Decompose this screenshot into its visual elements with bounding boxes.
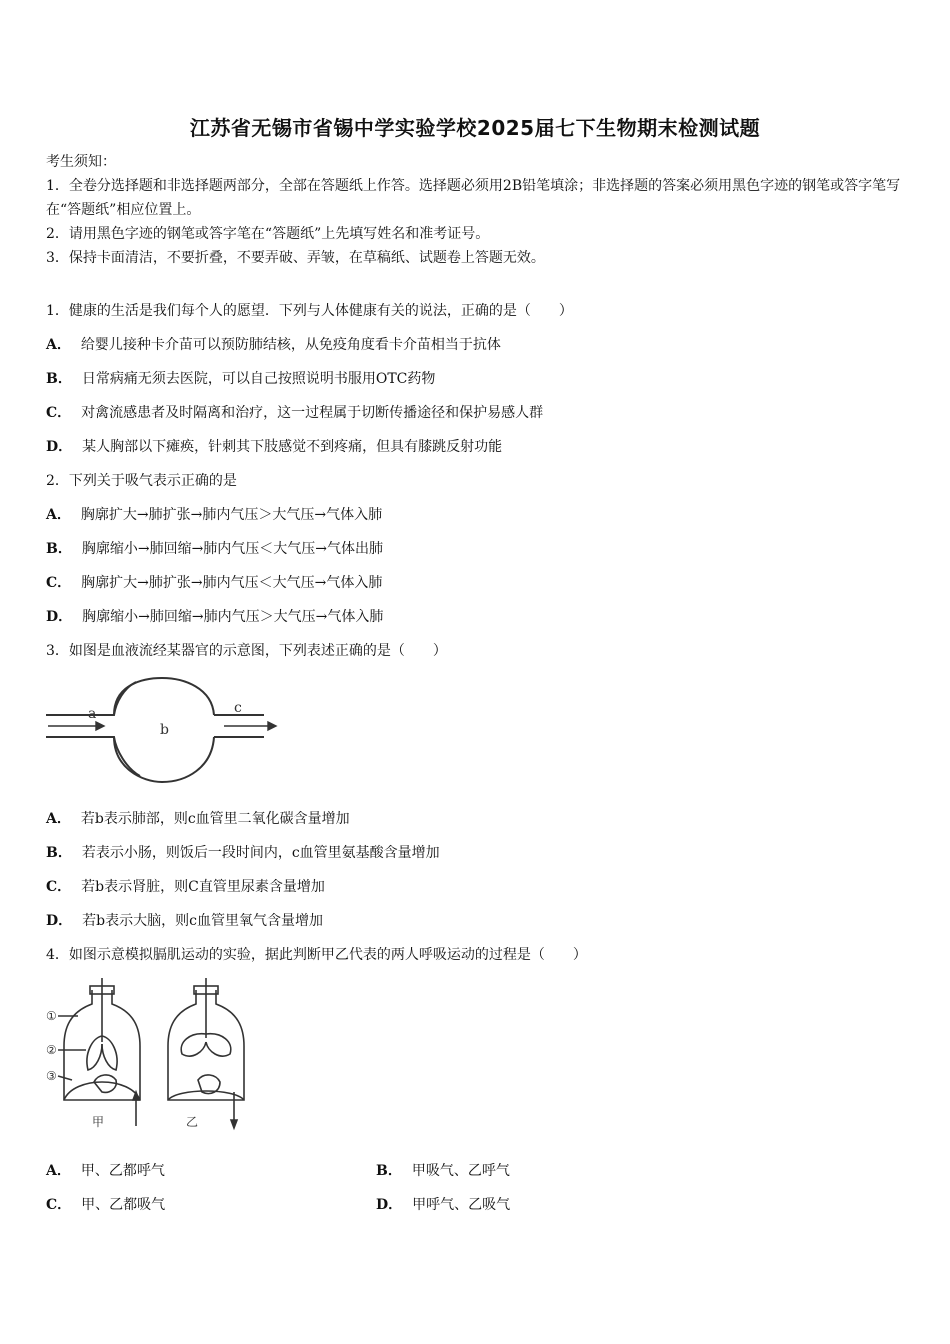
option-letter: A． bbox=[46, 507, 71, 523]
question-3-stem: 3．如图是血液流经某器官的示意图，下列表述正确的是（ ） bbox=[46, 643, 447, 659]
question-2-option-a bbox=[46, 504, 382, 526]
question-3-option-c bbox=[46, 876, 325, 898]
option-text: 若b表示肾脏，则C直管里尿素含量增加 bbox=[81, 879, 325, 895]
option-letter: A． bbox=[46, 811, 71, 827]
option-letter: D． bbox=[46, 439, 73, 455]
question-4-option-d bbox=[376, 1194, 510, 1216]
label-2: ② bbox=[46, 1043, 57, 1057]
option-text: 甲、乙都呼气 bbox=[80, 1163, 165, 1179]
option-text: 给婴儿接种卡介苗可以预防肺结核，从免疫角度看卡介苗相当于抗体 bbox=[80, 337, 501, 353]
label-jia: 甲 bbox=[92, 1115, 105, 1129]
label-yi: 乙 bbox=[186, 1115, 199, 1129]
leader-3 bbox=[58, 1076, 72, 1080]
option-text: 若b表示肺部，则c血管里二氧化碳含量增加 bbox=[80, 811, 350, 827]
option-letter: B． bbox=[46, 845, 72, 861]
option-letter: A． bbox=[46, 337, 71, 353]
diaphragm-model-diagram bbox=[44, 976, 254, 1132]
option-letter: D． bbox=[46, 609, 73, 625]
arrow-down-yi-head bbox=[231, 1120, 237, 1128]
blood-flow-diagram bbox=[44, 672, 284, 788]
arrow-up-jia-head bbox=[133, 1092, 139, 1100]
question-1-option-a bbox=[46, 334, 501, 356]
option-text: 若表示小肠，则饭后一段时间内，c血管里氨基酸含量增加 bbox=[81, 845, 440, 861]
option-text: 胸廓扩大→肺扩张→肺内气压＜大气压→气体入肺 bbox=[81, 575, 383, 591]
notice-item: 2．请用黑色字迹的钢笔或答字笔在“答题纸”上先填写姓名和准考证号。 bbox=[46, 226, 490, 242]
notice-item: 3．保持卡面清洁，不要折叠，不要弄破、弄皱，在草稿纸、试题卷上答题无效。 bbox=[46, 250, 545, 266]
option-letter: A． bbox=[46, 1163, 71, 1179]
notice-item: 1．全卷分选择题和非选择题两部分，全部在答题纸上作答。选择题必须用2B铅笔填涂；非选择题的答案必须用黑色字迹的钢笔或答字笔写在“答题纸”相应位置上。 bbox=[46, 178, 901, 218]
question-4-option-c bbox=[46, 1194, 165, 1216]
question-2-option-b bbox=[46, 538, 383, 560]
question-1-option-d bbox=[46, 436, 502, 458]
option-text: 若b表示大脑，则c血管里氧气含量增加 bbox=[82, 913, 323, 929]
question-1-option-b bbox=[46, 368, 435, 390]
label-b: b bbox=[160, 722, 169, 738]
arrow-in-head bbox=[96, 722, 104, 730]
question-2-option-d bbox=[46, 606, 383, 628]
option-letter: B． bbox=[376, 1163, 402, 1179]
label-c: c bbox=[234, 700, 242, 716]
option-text: 甲、乙都吸气 bbox=[81, 1197, 166, 1213]
option-letter: C． bbox=[46, 575, 72, 591]
organ-wall bbox=[114, 678, 214, 715]
question-4-option-a bbox=[46, 1160, 165, 1182]
option-text: 甲吸气、乙呼气 bbox=[411, 1163, 510, 1179]
vessel-a-lower bbox=[46, 737, 140, 776]
option-text: 胸廓缩小→肺回缩→肺内气压＜大气压→气体出肺 bbox=[81, 541, 384, 557]
option-letter: C． bbox=[46, 405, 72, 421]
notice-heading: 考生须知： bbox=[46, 154, 116, 170]
label-3: ③ bbox=[46, 1069, 57, 1083]
question-1-option-c bbox=[46, 402, 543, 424]
option-text: 胸廓缩小→肺回缩→肺内气压＞大气压→气体入肺 bbox=[82, 609, 384, 625]
arrow-out-head bbox=[268, 722, 276, 730]
lung-yi-right bbox=[206, 1034, 231, 1056]
lung-jia-right bbox=[102, 1036, 117, 1070]
label-1: ① bbox=[46, 1009, 57, 1023]
option-text: 对禽流感患者及时隔离和治疗，这一过程属于切断传播途径和保护易感人群 bbox=[81, 405, 544, 421]
label-a: a bbox=[88, 706, 97, 722]
notice-section bbox=[46, 150, 916, 270]
question-3-option-a bbox=[46, 808, 350, 830]
question-4-option-b bbox=[376, 1160, 510, 1182]
option-letter: B． bbox=[46, 541, 72, 557]
question-3-option-b bbox=[46, 842, 440, 864]
lung-jia-left bbox=[87, 1036, 102, 1070]
lung-yi-left bbox=[181, 1034, 206, 1056]
option-letter: B． bbox=[46, 371, 72, 387]
option-text: 日常病痛无须去医院，可以自己按照说明书服用OTC药物 bbox=[81, 371, 436, 387]
option-text: 某人胸部以下瘫痪，针刺其下肢感觉不到疼痛，但具有膝跳反射功能 bbox=[82, 439, 503, 455]
page-title: 江苏省无锡市省锡中学实验学校2025届七下生物期末检测试题 bbox=[189, 116, 761, 140]
option-letter: C． bbox=[46, 1197, 72, 1213]
question-2-stem: 2．下列关于吸气表示正确的是 bbox=[46, 473, 237, 489]
option-letter: D． bbox=[376, 1197, 403, 1213]
option-text: 甲呼气、乙吸气 bbox=[412, 1197, 511, 1213]
question-1-stem: 1．健康的生活是我们每个人的愿望．下列与人体健康有关的说法，正确的是（ ） bbox=[46, 303, 573, 319]
membrane-yi bbox=[168, 1091, 244, 1100]
organ-wall-bottom bbox=[114, 737, 214, 782]
question-2-option-c bbox=[46, 572, 382, 594]
question-3-option-d bbox=[46, 910, 323, 932]
option-letter: C． bbox=[46, 879, 72, 895]
option-letter: D． bbox=[46, 913, 73, 929]
option-text: 胸廓扩大→肺扩张→肺内气压＞大气压→气体入肺 bbox=[80, 507, 383, 523]
question-4-stem: 4．如图示意模拟膈肌运动的实验，据此判断甲乙代表的两人呼吸运动的过程是（ ） bbox=[46, 947, 587, 963]
